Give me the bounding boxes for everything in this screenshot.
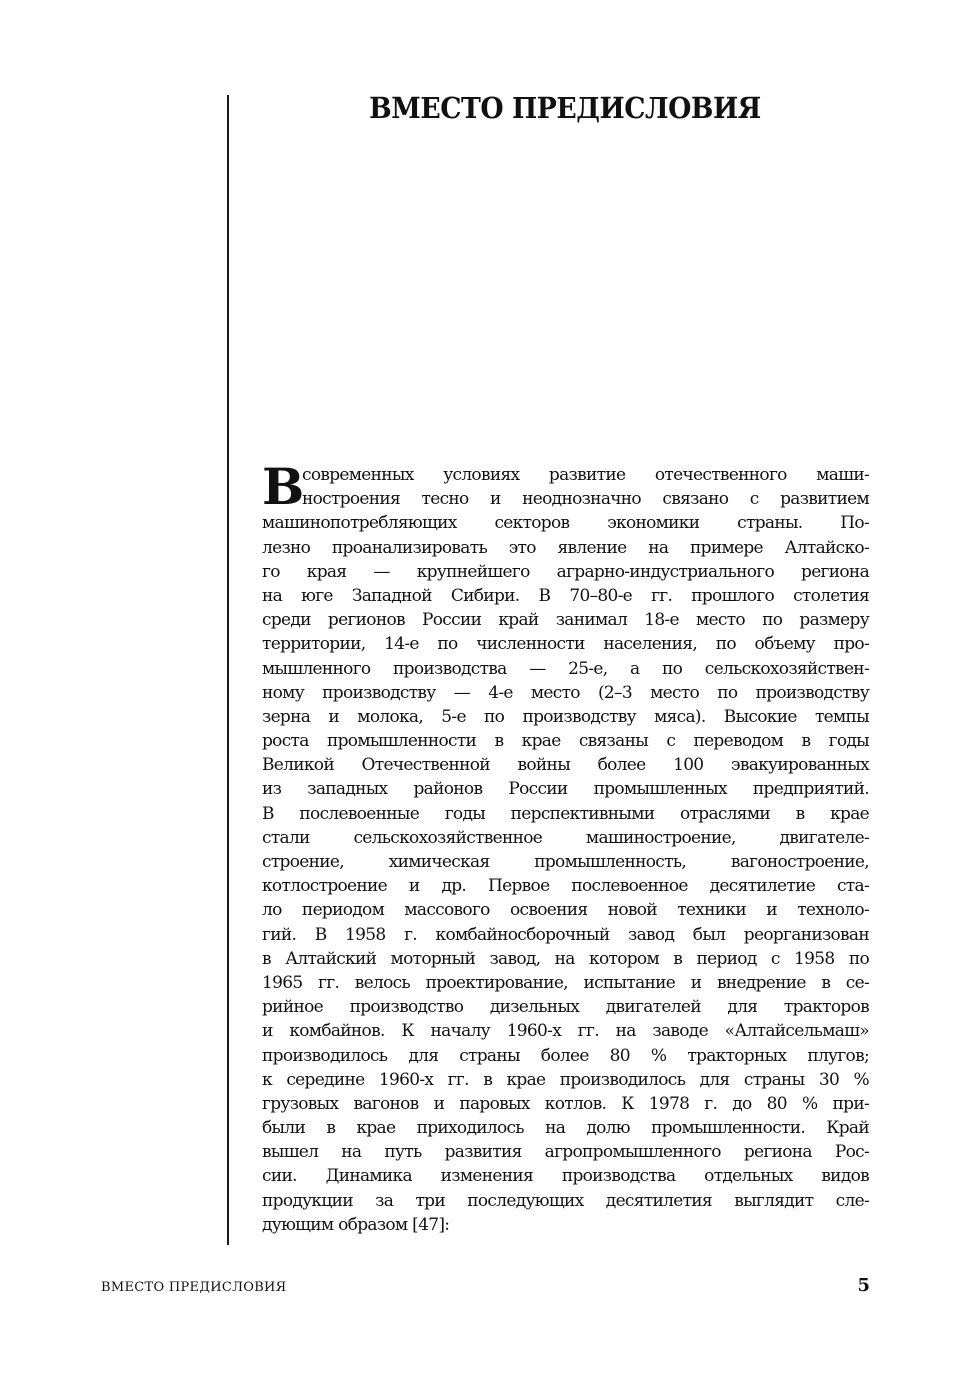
text-line: дующим образом [47]: xyxy=(262,1214,450,1235)
text-line: из западных районов России промышленных предприятий. xyxy=(262,779,869,800)
text-line: продукции за три последующих десятилетия выглядит сле- xyxy=(262,1190,869,1211)
body-text xyxy=(262,457,869,1237)
text-line: и комбайнов. К началу 1960-х гг. на заводе «Алтайсельмаш» xyxy=(262,1021,869,1042)
text-line: котлостроение и др. Первое послевоенное десятилетие ста- xyxy=(262,876,869,897)
text-line: Великой Отечественной войны более 100 эвакуированных xyxy=(262,755,869,776)
text-line: ностроения тесно и неоднозначно связано с развитием xyxy=(302,489,869,510)
text-line: гий. В 1958 г. комбайносборочный завод был реорганизован xyxy=(262,924,869,945)
text-line: мышленного производства — 25-е, а по сельскохозяйствен- xyxy=(262,658,869,679)
vertical-rule xyxy=(227,95,229,1245)
text-line: роста промышленности в крае связаны с переводом в годы xyxy=(262,731,869,752)
text-line: рийное производство дизельных двигателей для тракторов xyxy=(262,997,869,1018)
text-line: на юге Западной Сибири. В 70–80-е гг. прошлого столетия xyxy=(262,585,869,606)
text-line: сии. Динамика изменения производства отдельных видов xyxy=(262,1166,869,1187)
text-line: ло периодом массового освоения новой техники и техноло- xyxy=(262,900,869,921)
text-line: лезно проанализировать это явление на примере Алтайско- xyxy=(262,537,869,558)
text-line: вышел на путь развития агропромышленного региона Рос- xyxy=(262,1142,869,1163)
page-title: ВМЕСТО ПРЕДИСЛОВИЯ xyxy=(369,91,761,125)
running-title: ВМЕСТО ПРЕДИСЛОВИЯ xyxy=(101,1280,287,1295)
text-line: грузовых вагонов и паровых котлов. К 1978 г. до 80 % при- xyxy=(262,1093,869,1114)
text-line: машинопотребляющих секторов экономики страны. По- xyxy=(262,513,869,534)
text-line: современных условиях развитие отечественного маши- xyxy=(302,465,869,485)
text-line: ному производству — 4-е место (2–3 место по производству xyxy=(262,682,869,703)
text-line: зерна и молока, 5-е по производству мяса). Высокие темпы xyxy=(262,706,869,727)
text-line: к середине 1960-х гг. в крае производилось для страны 30 % xyxy=(262,1069,869,1090)
text-line: го края — крупнейшего аграрно-индустриального региона xyxy=(262,561,869,582)
text-line: строение, химическая промышленность, вагоностроение, xyxy=(262,852,869,872)
text-line: 1965 гг. велось проектирование, испытание и внедрение в се- xyxy=(262,972,869,993)
text-line: территории, 14-е по численности населения, по объему про- xyxy=(262,634,869,655)
text-line: В послевоенные годы перспективными отраслями в крае xyxy=(262,803,869,824)
text-line: производилось для страны более 80 % тракторных плугов; xyxy=(262,1045,869,1066)
text-line: стали сельскохозяйственное машиностроение, двигателе- xyxy=(262,827,869,848)
page-number: 5 xyxy=(857,1275,870,1296)
text-line: в Алтайский моторный завод, на котором в период с 1958 по xyxy=(262,948,869,969)
text-line: среди регионов России край занимал 18-е место по размеру xyxy=(262,610,869,631)
drop-cap: В xyxy=(262,457,304,516)
text-line: были в крае приходилось на долю промышленности. Край xyxy=(262,1118,869,1139)
